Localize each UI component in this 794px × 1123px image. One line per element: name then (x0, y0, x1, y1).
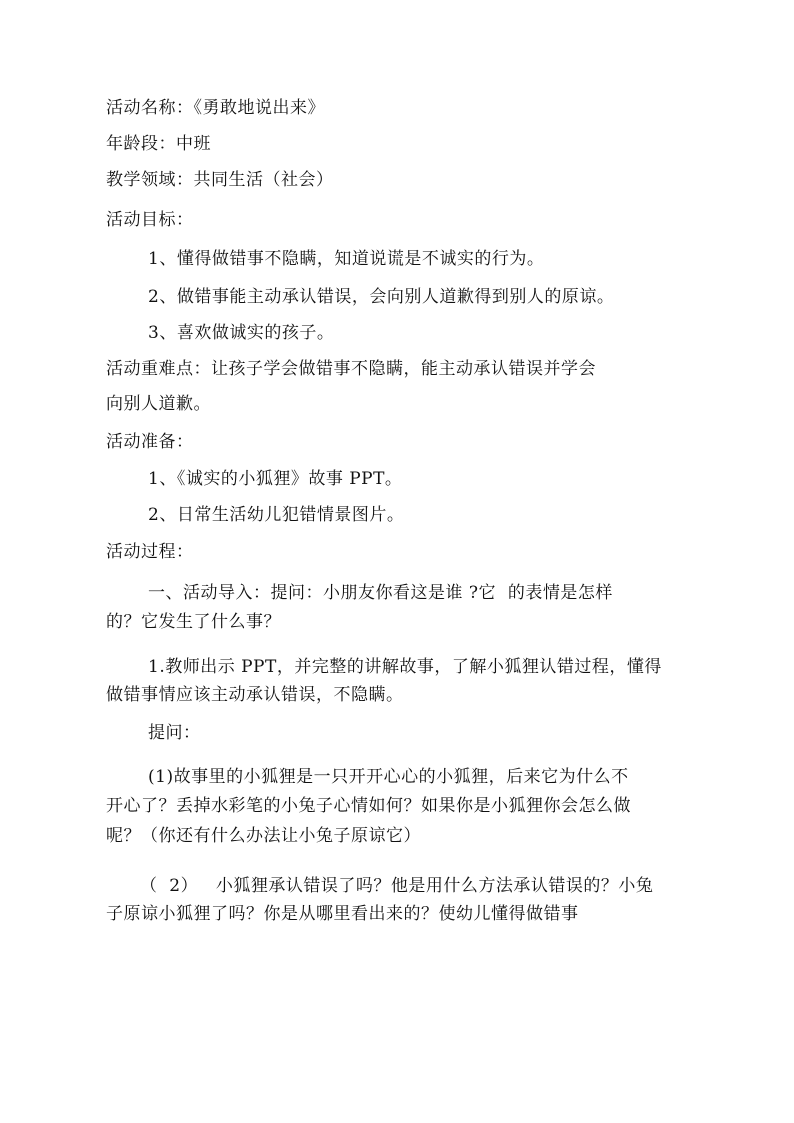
ask-heading: 提问： (148, 723, 201, 743)
goals-heading: 活动目标： (106, 210, 194, 230)
key-points-line: 活动重难点：让孩子学会做错事不隐瞒，能主动承认错误并学会 (106, 359, 596, 379)
goal-item: 3、喜欢做诚实的孩子。 (148, 323, 335, 343)
age-group: 年龄段：中班 (106, 134, 211, 154)
question2-line: （ 2） 小狐狸承认错误了吗？他是用什么方法承认错误的？小兔 (140, 876, 654, 896)
question1-line: 开心了？丢掉水彩笔的小兔子心情如何？如果你是小狐狸你会怎么做 (106, 796, 631, 816)
prep-heading: 活动准备： (106, 432, 194, 452)
teaching-domain: 教学领域：共同生活（社会） (106, 170, 334, 190)
activity-name: 活动名称：《勇敢地说出来》 (106, 98, 325, 118)
intro-line: 的？它发生了什么事？ (106, 612, 281, 632)
goal-item: 1、懂得做错事不隐瞒，知道说谎是不诚实的行为。 (148, 249, 545, 269)
question1-line: 呢？（你还有什么办法让小兔子原谅它） (106, 826, 421, 846)
prep-item: 2、日常生活幼儿犯错情景图片。 (148, 505, 405, 525)
step1-line: 做错事情应该主动承认错误，不隐瞒。 (106, 685, 404, 705)
intro-line: 一、活动导入：提问：小朋友你看这是谁 ?它 的表情是怎样 (148, 583, 613, 603)
prep-item: 1、《诚实的小狐狸》故事 PPT。 (148, 469, 403, 489)
process-heading: 活动过程： (106, 542, 194, 562)
step1-line: 1.教师出示 PPT，并完整的讲解故事，了解小狐狸认错过程，懂得 (148, 657, 662, 677)
goal-item: 2、做错事能主动承认错误，会向别人道歉得到别人的原谅。 (148, 287, 615, 307)
key-points-line: 向别人道歉。 (106, 394, 211, 414)
question2-line: 子原谅小狐狸了吗？你是从哪里看出来的？使幼儿懂得做错事 (106, 904, 579, 924)
question1-line: (1)故事里的小狐狸是一只开开心心的小狐狸，后来它为什么不 (148, 767, 629, 787)
